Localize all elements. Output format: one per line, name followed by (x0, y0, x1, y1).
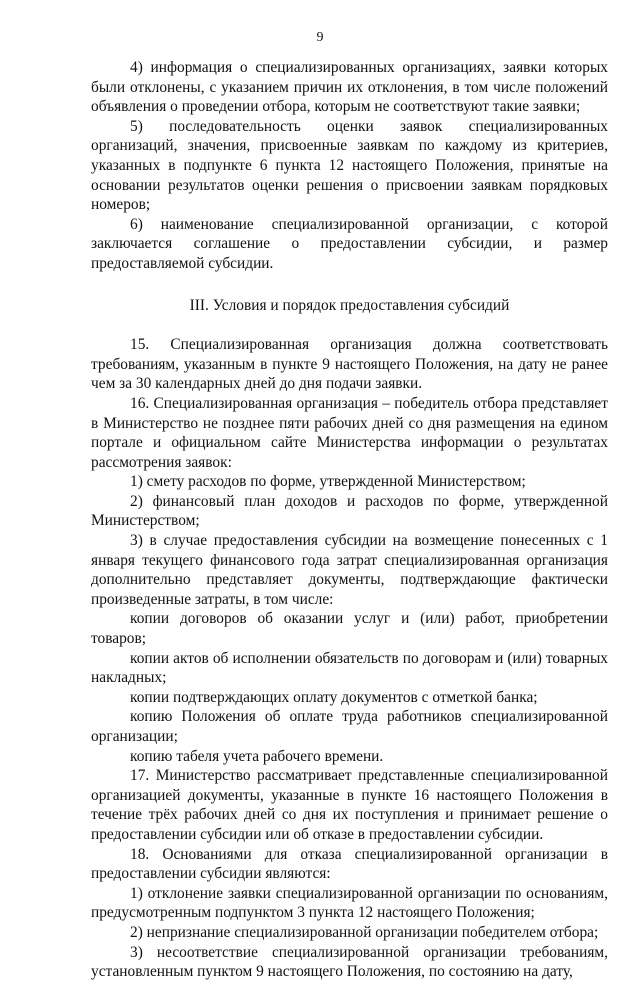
paragraph-18-item-1: 1) отклонение заявки специализированной организации по основаниям, предусмотренным подпунктом 3 пункта 12 настоящего Положения; (91, 884, 608, 922)
paragraph-16-item-2: 2) финансовый план доходов и расходов по форме, утвержденной Министерством; (91, 492, 608, 530)
section-heading: III. Условия и порядок предоставления субсидий (189, 296, 510, 314)
paragraph-15: 15. Специализированная организация должна соответствовать требованиям, указанным в пункте 9 настоящего Положения, на дату не ранее чем за 30 календарных дней до дня подачи заявки. (91, 336, 608, 393)
document-body (91, 58, 608, 982)
paragraph-item-4: 4) информация о специализированных организациях, заявки которых были отклонены, с указанием причин их отклонения, в том числе положений объявления о проведении отбора, которым не соответствуют такие заявки; (91, 59, 608, 116)
paragraph-18: 18. Основаниями для отказа специализированной организации в предоставлении субсидии являются: (91, 845, 608, 883)
list-item: копию Положения об оплате труда работников специализированной организации; (91, 708, 608, 745)
paragraph-item-5: 5) последовательность оценки заявок специализированных организаций, значения, присвоенные заявкам по каждому из критериев, указанных в подпункте 6 пункта 12 настоящего Положения, принятые на основании результатов оценки решения о присвоении заявкам порядковых номеров; (91, 117, 608, 214)
paragraph-16-item-1: 1) смету расходов по форме, утвержденной Министерством; (130, 473, 526, 491)
paragraph-16-item-3: 3) в случае предоставления субсидии на возмещение понесенных с 1 января текущего финансового года затрат специализированная организация дополнительно представляет документы, подтверждающие фактически произведенные затраты, в том числе: (91, 532, 608, 608)
list-item: копию табеля учета рабочего времени. (130, 747, 384, 765)
list-item: копии подтверждающих оплату документов с отметкой банка; (130, 688, 538, 706)
paragraph-18-item-2: 2) непризнание специализированной организации победителем отбора; (130, 923, 599, 941)
page-number: 9 (316, 30, 324, 45)
paragraph-17: 17. Министерство рассматривает представленные специализированной организацией документы, указанные в пункте 16 настоящего Положения в течение трёх рабочих дней со дня их поступления и принимает решение о предоставлении субсидии или об отказе в предоставлении субсидии. (91, 767, 608, 843)
list-item: копии актов об исполнении обязательств по договорам и (или) товарных накладных; (91, 649, 608, 687)
paragraph-item-6: 6) наименование специализированной организации, с которой заключается соглашение о предоставлении субсидии, и размер предоставляемой субсидии. (91, 215, 608, 272)
paragraph-16: 16. Специализированная организация – победитель отбора представляет в Министерство не позднее пяти рабочих дней со дня размещения на едином портале и официальном сайте Министерства информации о результатах рассмотрения заявок: (91, 394, 608, 471)
paragraph-18-item-3: 3) несоответствие специализированной организации требованиям, установленным пунктом 9 настоящего Положения, по состоянию на дату, (91, 943, 608, 981)
list-item: копии договоров об оказании услуг и (или) работ, приобретении товаров; (91, 610, 608, 648)
